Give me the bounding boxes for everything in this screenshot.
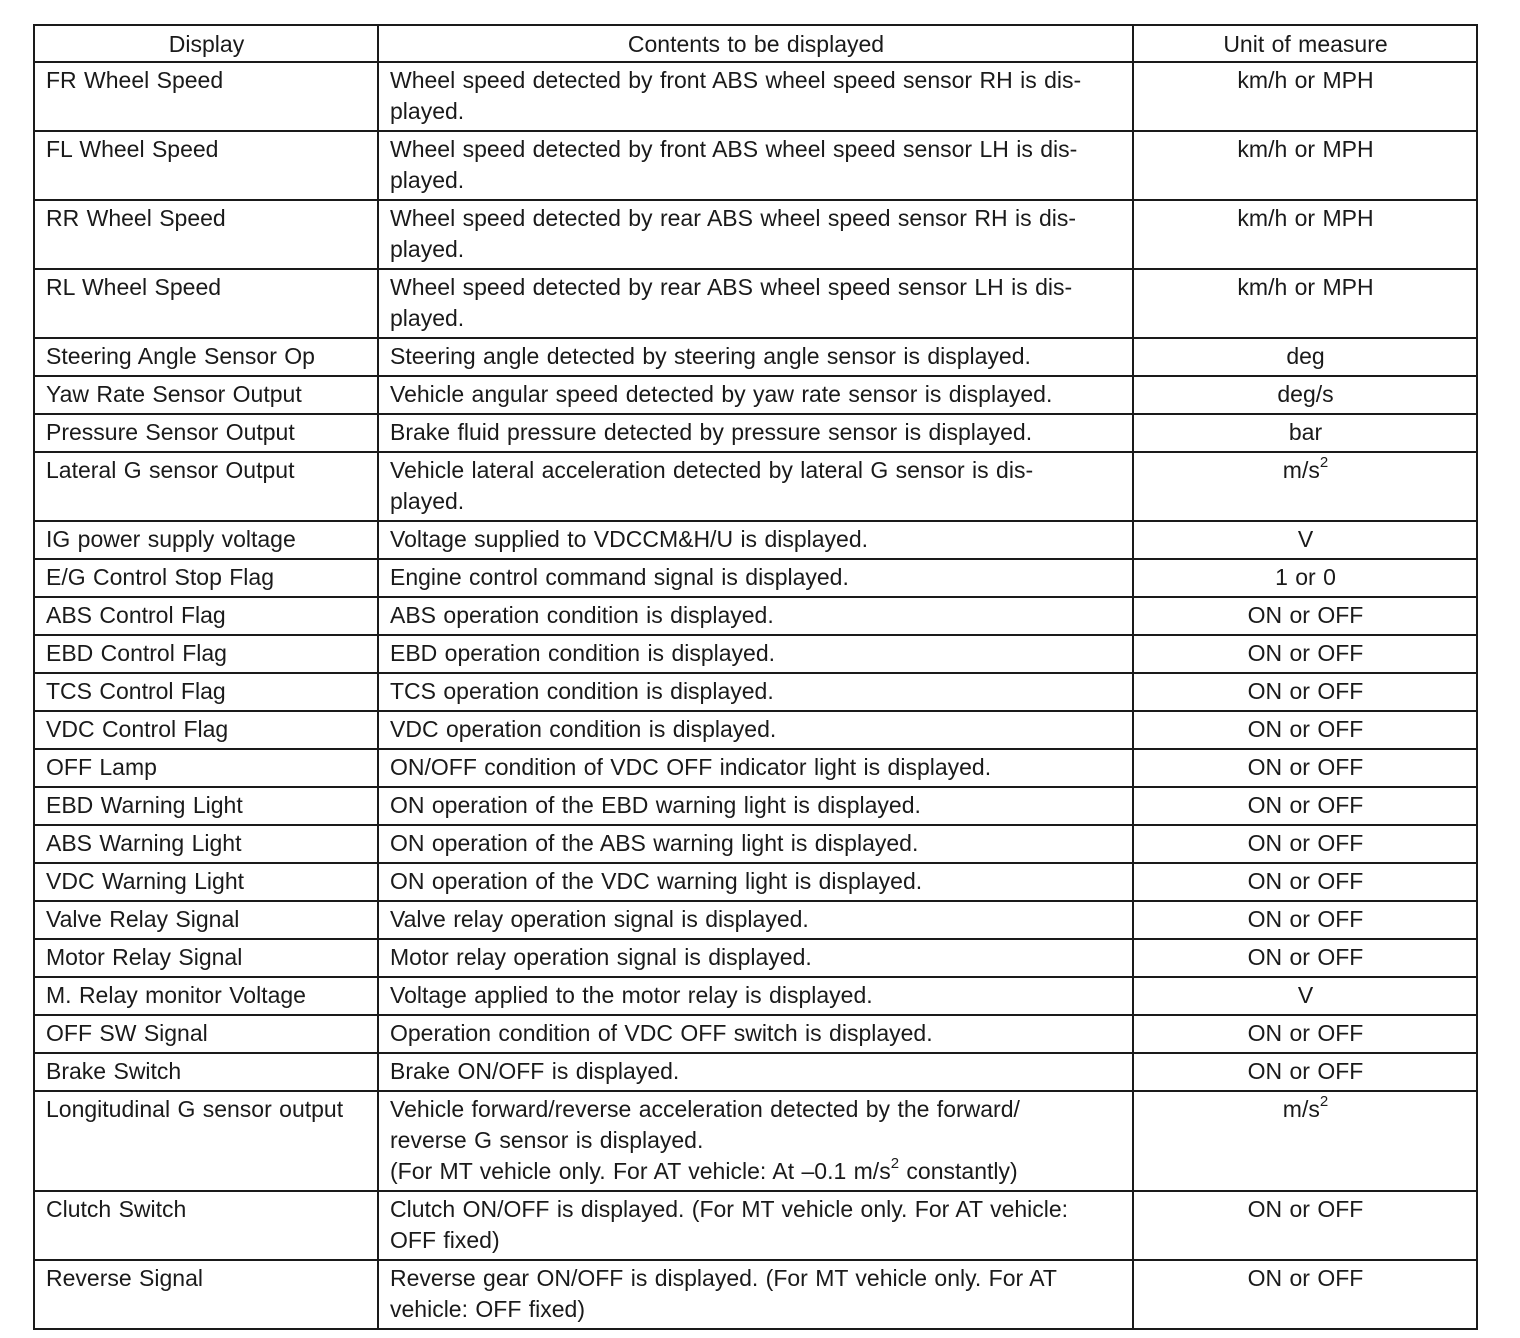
display-cell: M. Relay monitor Voltage (34, 977, 378, 1015)
unit-cell (1133, 414, 1477, 452)
unit-text: ON or OFF (1247, 830, 1364, 856)
contents-cell (378, 521, 1133, 559)
unit-cell (1133, 62, 1477, 131)
contents-cell (378, 825, 1133, 863)
unit-text: bar (1288, 419, 1323, 445)
display-cell: Lateral G sensor Output (34, 452, 378, 521)
unit-text: 1 or 0 (1275, 564, 1336, 590)
unit-cell (1133, 1053, 1477, 1091)
contents-line: Reverse gear ON/OFF is displayed. (For MT vehicle only. For AT (390, 1265, 1057, 1291)
unit-text: ON or OFF (1247, 1058, 1364, 1084)
unit-cell (1133, 635, 1477, 673)
table-row (34, 787, 1477, 825)
note-superscript: 2 (890, 1155, 900, 1172)
contents-cell (378, 635, 1133, 673)
unit-cell (1133, 863, 1477, 901)
unit-text: V (1297, 982, 1314, 1008)
contents-cell (378, 376, 1133, 414)
contents-line: TCS operation condition is displayed. (390, 678, 774, 704)
unit-text: km/h or MPH (1237, 274, 1374, 300)
contents-line: Brake ON/OFF is displayed. (390, 1058, 680, 1084)
unit-text: ON or OFF (1247, 754, 1364, 780)
unit-text: ON or OFF (1247, 944, 1364, 970)
unit-text: deg/s (1277, 381, 1334, 407)
display-cell: OFF Lamp (34, 749, 378, 787)
display-cell: Yaw Rate Sensor Output (34, 376, 378, 414)
table-row (34, 711, 1477, 749)
unit-cell (1133, 597, 1477, 635)
contents-line: ON operation of the EBD warning light is displayed. (390, 792, 921, 818)
contents-line: reverse G sensor is displayed. (390, 1127, 704, 1153)
unit-text: km/h or MPH (1237, 67, 1374, 93)
contents-cell (378, 711, 1133, 749)
unit-cell (1133, 787, 1477, 825)
table-row (34, 1015, 1477, 1053)
contents-line: Wheel speed detected by front ABS wheel speed sensor LH is dis- (390, 136, 1078, 162)
display-cell: Reverse Signal (34, 1260, 378, 1329)
contents-cell (378, 559, 1133, 597)
contents-line: Wheel speed detected by front ABS wheel speed sensor RH is dis- (390, 67, 1082, 93)
table-row (34, 1091, 1477, 1191)
contents-cell (378, 863, 1133, 901)
contents-cell (378, 414, 1133, 452)
table-row (34, 1053, 1477, 1091)
unit-text: m/s (1282, 1096, 1320, 1122)
table-row (34, 597, 1477, 635)
display-cell: EBD Control Flag (34, 635, 378, 673)
display-cell: EBD Warning Light (34, 787, 378, 825)
contents-line: Wheel speed detected by rear ABS wheel speed sensor LH is dis- (390, 274, 1073, 300)
display-cell: E/G Control Stop Flag (34, 559, 378, 597)
contents-line: Vehicle lateral acceleration detected by lateral G sensor is dis- (390, 457, 1034, 483)
contents-cell (378, 1191, 1133, 1260)
table-row (34, 452, 1477, 521)
unit-text: ON or OFF (1247, 602, 1364, 628)
display-cell: FR Wheel Speed (34, 62, 378, 131)
unit-cell (1133, 1260, 1477, 1329)
contents-line: Vehicle angular speed detected by yaw rate sensor is displayed. (390, 381, 1053, 407)
contents-line: VDC operation condition is displayed. (390, 716, 777, 742)
contents-cell (378, 269, 1133, 338)
unit-text: m/s (1282, 457, 1320, 483)
unit-cell (1133, 749, 1477, 787)
contents-cell (378, 1053, 1133, 1091)
contents-cell (378, 1260, 1133, 1329)
unit-text: ON or OFF (1247, 1020, 1364, 1046)
table-row (34, 977, 1477, 1015)
unit-cell (1133, 825, 1477, 863)
unit-text: V (1297, 526, 1314, 552)
table-row (34, 863, 1477, 901)
contents-line: OFF fixed) (390, 1227, 500, 1253)
contents-line: Operation condition of VDC OFF switch is displayed. (390, 1020, 933, 1046)
contents-line: ON operation of the VDC warning light is displayed. (390, 868, 923, 894)
contents-line: Engine control command signal is displayed. (390, 564, 849, 590)
table-row (34, 200, 1477, 269)
display-cell: VDC Warning Light (34, 863, 378, 901)
note-text: (For MT vehicle only. For AT vehicle: At –0.1 m/s (390, 1158, 891, 1184)
table-row (34, 521, 1477, 559)
unit-text: ON or OFF (1247, 1196, 1364, 1222)
table-row (34, 559, 1477, 597)
display-cell: Valve Relay Signal (34, 901, 378, 939)
contents-cell (378, 200, 1133, 269)
contents-line: played. (390, 305, 465, 331)
header-contents: Contents to be displayed (378, 25, 1133, 62)
unit-text: km/h or MPH (1237, 205, 1374, 231)
unit-cell (1133, 901, 1477, 939)
contents-cell (378, 452, 1133, 521)
unit-text: deg (1286, 343, 1325, 369)
contents-cell (378, 1015, 1133, 1053)
table-row (34, 338, 1477, 376)
unit-cell (1133, 559, 1477, 597)
display-cell: Pressure Sensor Output (34, 414, 378, 452)
unit-text: ON or OFF (1247, 1265, 1364, 1291)
display-cell: ABS Warning Light (34, 825, 378, 863)
unit-cell (1133, 452, 1477, 521)
data-monitor-table (33, 24, 1478, 1330)
table-row (34, 131, 1477, 200)
display-cell: Longitudinal G sensor output (34, 1091, 378, 1191)
contents-line: played. (390, 488, 465, 514)
contents-line: Voltage applied to the motor relay is displayed. (390, 982, 873, 1008)
unit-cell (1133, 939, 1477, 977)
contents-line: Brake fluid pressure detected by pressure sensor is displayed. (390, 419, 1033, 445)
contents-cell (378, 673, 1133, 711)
header-unit: Unit of measure (1133, 25, 1477, 62)
unit-text: ON or OFF (1247, 716, 1364, 742)
display-cell: RR Wheel Speed (34, 200, 378, 269)
contents-cell (378, 62, 1133, 131)
contents-line: played. (390, 167, 465, 193)
contents-line: Vehicle forward/reverse acceleration detected by the forward/ (390, 1096, 1020, 1122)
unit-cell (1133, 521, 1477, 559)
unit-cell (1133, 1091, 1477, 1191)
contents-cell (378, 597, 1133, 635)
display-cell: IG power supply voltage (34, 521, 378, 559)
header-display: Display (34, 25, 378, 62)
contents-cell (378, 338, 1133, 376)
unit-cell (1133, 977, 1477, 1015)
contents-cell (378, 787, 1133, 825)
display-cell: TCS Control Flag (34, 673, 378, 711)
contents-cell (378, 977, 1133, 1015)
unit-text: ON or OFF (1247, 640, 1364, 666)
unit-cell (1133, 338, 1477, 376)
display-cell: RL Wheel Speed (34, 269, 378, 338)
unit-text: km/h or MPH (1237, 136, 1374, 162)
unit-superscript: 2 (1319, 454, 1329, 471)
display-cell: OFF SW Signal (34, 1015, 378, 1053)
display-cell: Steering Angle Sensor Op (34, 338, 378, 376)
unit-text: ON or OFF (1247, 678, 1364, 704)
contents-line: played. (390, 98, 465, 124)
display-cell: ABS Control Flag (34, 597, 378, 635)
contents-line: ABS operation condition is displayed. (390, 602, 774, 628)
contents-cell (378, 901, 1133, 939)
contents-line: vehicle: OFF fixed) (390, 1296, 585, 1322)
table-row (34, 825, 1477, 863)
contents-line: ON operation of the ABS warning light is displayed. (390, 830, 919, 856)
unit-cell (1133, 1015, 1477, 1053)
contents-cell (378, 939, 1133, 977)
contents-line: EBD operation condition is displayed. (390, 640, 776, 666)
unit-cell (1133, 673, 1477, 711)
display-cell: VDC Control Flag (34, 711, 378, 749)
unit-text: ON or OFF (1247, 868, 1364, 894)
contents-line: played. (390, 236, 465, 262)
display-cell: Motor Relay Signal (34, 939, 378, 977)
contents-note (390, 1156, 1122, 1187)
header-row (34, 25, 1477, 62)
contents-line: Steering angle detected by steering angle sensor is displayed. (390, 343, 1031, 369)
unit-superscript: 2 (1319, 1093, 1329, 1110)
unit-cell (1133, 200, 1477, 269)
contents-line: Voltage supplied to VDCCM&H/U is displayed. (390, 526, 869, 552)
contents-line: ON/OFF condition of VDC OFF indicator light is displayed. (390, 754, 992, 780)
table-row (34, 376, 1477, 414)
table-row (34, 635, 1477, 673)
unit-cell (1133, 376, 1477, 414)
contents-line: Motor relay operation signal is displayed. (390, 944, 812, 970)
table-row (34, 1191, 1477, 1260)
table-row (34, 269, 1477, 338)
contents-cell (378, 1091, 1133, 1191)
unit-cell (1133, 131, 1477, 200)
table-row (34, 673, 1477, 711)
unit-text: ON or OFF (1247, 792, 1364, 818)
table-row (34, 749, 1477, 787)
table-row (34, 414, 1477, 452)
display-cell: Clutch Switch (34, 1191, 378, 1260)
table-row (34, 939, 1477, 977)
note-text-end: constantly) (899, 1158, 1018, 1184)
contents-cell (378, 749, 1133, 787)
unit-cell (1133, 711, 1477, 749)
display-cell: FL Wheel Speed (34, 131, 378, 200)
table-row (34, 1260, 1477, 1329)
contents-line: Valve relay operation signal is displayed. (390, 906, 809, 932)
table-row (34, 901, 1477, 939)
unit-cell (1133, 269, 1477, 338)
unit-cell (1133, 1191, 1477, 1260)
contents-line: Wheel speed detected by rear ABS wheel speed sensor RH is dis- (390, 205, 1077, 231)
display-cell: Brake Switch (34, 1053, 378, 1091)
unit-text: ON or OFF (1247, 906, 1364, 932)
table-row (34, 62, 1477, 131)
contents-cell (378, 131, 1133, 200)
contents-line: Clutch ON/OFF is displayed. (For MT vehicle only. For AT vehicle: (390, 1196, 1069, 1222)
